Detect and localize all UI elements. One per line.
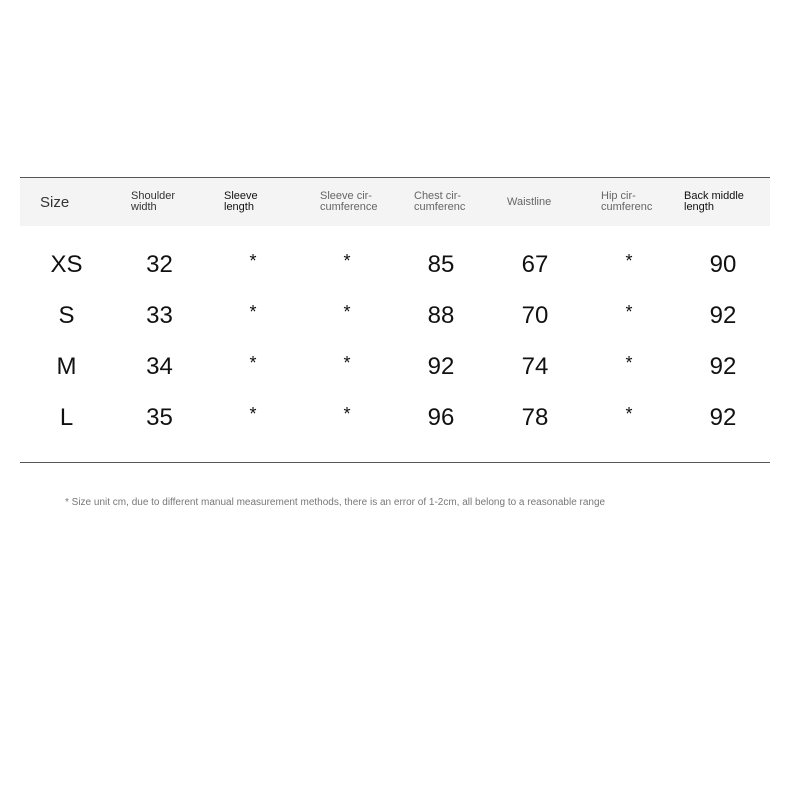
header-shoulder-width: Shoulder width xyxy=(131,190,176,213)
header-back-middle-length: Back middle length xyxy=(684,190,744,213)
cell-waistline: 78 xyxy=(521,404,549,431)
size-footnote: * Size unit cm, due to different manual measurement methods, there is an error of 1-2cm, all belong to a reasonable range xyxy=(65,497,606,508)
header-chest-circumference: Chest cir- cumferenc xyxy=(414,190,466,213)
cell-hip-circumference: * xyxy=(625,302,633,322)
table-row xyxy=(20,296,770,336)
table-row xyxy=(20,347,770,387)
cell-shoulder-width: 32 xyxy=(146,251,173,278)
header-waistline: Waistline xyxy=(507,195,552,208)
cell-sleeve-length: * xyxy=(249,404,257,424)
cell-waistline: 74 xyxy=(521,353,549,380)
cell-size: S xyxy=(58,302,75,329)
cell-sleeve-circumference: * xyxy=(343,404,351,424)
table-row xyxy=(20,398,770,438)
cell-chest-circumference: 92 xyxy=(427,353,455,380)
cell-sleeve-length: * xyxy=(249,302,257,322)
cell-chest-circumference: 96 xyxy=(427,404,455,431)
cell-sleeve-length: * xyxy=(249,251,257,271)
cell-back-middle-length: 90 xyxy=(709,251,737,278)
cell-waistline: 70 xyxy=(521,302,549,329)
cell-back-middle-length: 92 xyxy=(709,404,737,431)
cell-shoulder-width: 34 xyxy=(146,353,173,380)
cell-sleeve-circumference: * xyxy=(343,353,351,373)
table-bottom-rule xyxy=(20,462,770,463)
table-row xyxy=(20,245,770,285)
header-hip-circumference: Hip cir- cumferenc xyxy=(601,190,653,213)
header-size: Size xyxy=(40,193,70,211)
cell-size: XS xyxy=(50,251,83,278)
cell-sleeve-length: * xyxy=(249,353,257,373)
header-sleeve-circumference: Sleeve cir- cumference xyxy=(320,190,378,213)
cell-size: L xyxy=(59,404,74,431)
cell-hip-circumference: * xyxy=(625,404,633,424)
cell-shoulder-width: 35 xyxy=(146,404,173,431)
cell-hip-circumference: * xyxy=(625,353,633,373)
cell-sleeve-circumference: * xyxy=(343,302,351,322)
cell-size: M xyxy=(56,353,77,380)
cell-shoulder-width: 33 xyxy=(146,302,173,329)
table-header xyxy=(20,178,770,226)
header-sleeve-length: Sleeve length xyxy=(224,190,258,213)
cell-sleeve-circumference: * xyxy=(343,251,351,271)
cell-hip-circumference: * xyxy=(625,251,633,271)
cell-chest-circumference: 88 xyxy=(427,302,455,329)
cell-waistline: 67 xyxy=(521,251,549,278)
cell-back-middle-length: 92 xyxy=(709,302,737,329)
cell-back-middle-length: 92 xyxy=(709,353,737,380)
cell-chest-circumference: 85 xyxy=(427,251,455,278)
